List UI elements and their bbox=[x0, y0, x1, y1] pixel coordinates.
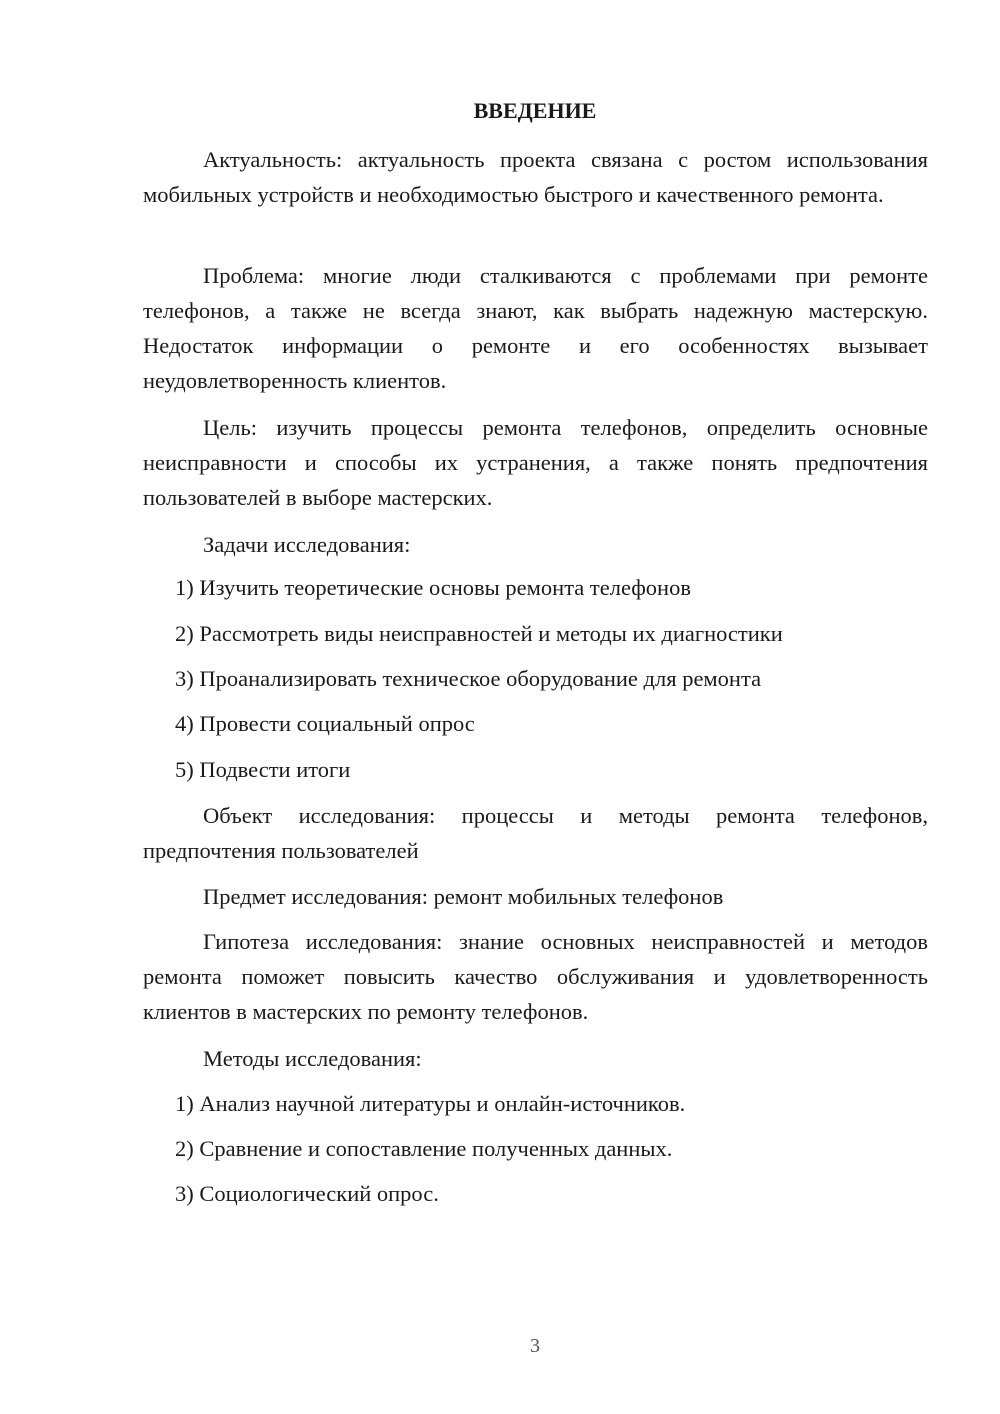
methods-heading: Методы исследования: bbox=[203, 1046, 422, 1071]
task-item-1: 1) Изучить теоретические основы ремонта телефонов bbox=[175, 575, 691, 600]
problem-paragraph: Проблема: многие люди сталкиваются с проблемами при ремонте телефонов, а также не всегда знают, как выбрать надежную мастерскую. Недостаток информации о ремонте и его особенностях вызывает неудовлетворенность клиентов. bbox=[143, 263, 928, 393]
method-item-2: 2) Сравнение и сопоставление полученных данных. bbox=[175, 1136, 673, 1161]
task-item-3: 3) Проанализировать техническое оборудование для ремонта bbox=[175, 666, 762, 691]
goal-paragraph: Цель: изучить процессы ремонта телефонов, определить основные неисправности и способы их устранения, а также понять предпочтения пользователей в выборе мастерских. bbox=[143, 415, 928, 510]
task-item-2: 2) Рассмотреть виды неисправностей и методы их диагностики bbox=[175, 621, 783, 646]
task-item-4: 4) Провести социальный опрос bbox=[175, 711, 475, 736]
subject-paragraph: Предмет исследования: ремонт мобильных телефонов bbox=[203, 884, 724, 909]
page-title: ВВЕДЕНИЕ bbox=[473, 98, 597, 123]
method-item-3: 3) Социологический опрос. bbox=[175, 1181, 439, 1206]
hypothesis-paragraph: Гипотеза исследования: знание основных неисправностей и методов ремонта поможет повысить качество обслуживания и удовлетворенность клиентов в мастерских по ремонту телефонов. bbox=[143, 929, 928, 1024]
method-item-1: 1) Анализ научной литературы и онлайн-источников. bbox=[175, 1091, 686, 1116]
task-item-5: 5) Подвести итоги bbox=[175, 757, 351, 782]
object-paragraph: Объект исследования: процессы и методы ремонта телефонов, предпочтения пользователей bbox=[143, 803, 928, 863]
relevance-paragraph: Актуальность: актуальность проекта связана с ростом использования мобильных устройств и необходимостью быстрого и качественного ремонта. bbox=[143, 147, 928, 207]
page-number: 3 bbox=[530, 1335, 540, 1357]
tasks-heading: Задачи исследования: bbox=[203, 532, 411, 557]
